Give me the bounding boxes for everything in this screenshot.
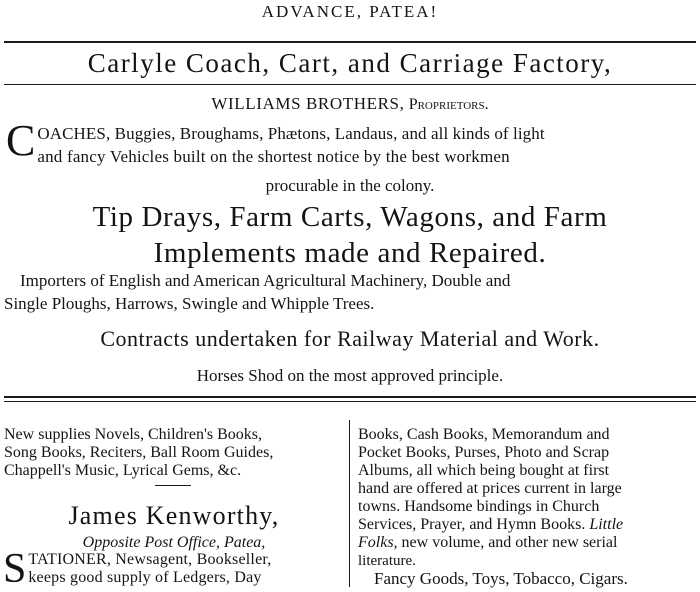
supplies-line-2: Song Books, Reciters, Ball Room Guides, bbox=[4, 444, 274, 461]
kenworthy-name: James Kenworthy, bbox=[68, 501, 280, 530]
importers-line-2: Single Ploughs, Harrows, Swingle and Whipple Trees. bbox=[4, 294, 375, 313]
importers-line-1: Importers of English and American Agricultural Machinery, Double and bbox=[20, 271, 511, 290]
coaches-line-2: and fancy Vehicles built on the shortest notice by the best workmen bbox=[37, 147, 510, 166]
right-line-2: Pocket Books, Purses, Photo and Scrap bbox=[358, 444, 610, 461]
right-line-5: towns. Handsome bindings in Church bbox=[358, 498, 600, 515]
supplies-line-3: Chappell's Music, Lyrical Gems, &c. bbox=[4, 462, 242, 479]
drop-cap-s: S bbox=[3, 546, 27, 592]
title-rule bbox=[4, 84, 696, 85]
kenworthy-address bbox=[0, 534, 348, 552]
little-italic: Little bbox=[589, 516, 624, 533]
kenworthy-right-column bbox=[358, 426, 696, 588]
right-line-6-text: Services, Prayer, and Hymn Books. bbox=[358, 516, 586, 533]
coach-factory-title: Carlyle Coach, Cart, and Carriage Factory, bbox=[87, 48, 613, 78]
short-divider bbox=[155, 485, 191, 486]
coaches-line-1: OACHES, Buggies, Broughams, Phætons, Landaus, and all kinds of light bbox=[37, 124, 545, 143]
drop-cap-c: C bbox=[6, 116, 36, 165]
proprietors-word: Proprietors. bbox=[408, 96, 489, 113]
section-rule-2 bbox=[4, 401, 696, 402]
right-line-7 bbox=[358, 534, 696, 552]
kenworthy-left-column bbox=[4, 426, 344, 480]
proprietors-names: WILLIAMS BROTHERS, bbox=[211, 94, 405, 113]
right-line-3: Albums, all which being bought at first bbox=[358, 462, 610, 479]
right-line-6 bbox=[358, 516, 696, 534]
horses-shod-line: Horses Shod on the most approved principle. bbox=[196, 366, 504, 385]
right-line-4: hand are offered at prices current in large bbox=[358, 480, 622, 497]
folks-italic: Folks, bbox=[358, 534, 398, 551]
proprietors-line bbox=[0, 94, 700, 114]
advance-heading: ADVANCE, PATEA! bbox=[261, 2, 439, 21]
coaches-paragraph bbox=[6, 116, 698, 168]
section-rule-1 bbox=[4, 396, 696, 398]
top-rule bbox=[4, 41, 696, 43]
right-line-1: Books, Cash Books, Memorandum and bbox=[358, 426, 610, 443]
contracts-line: Contracts undertaken for Railway Material and Work. bbox=[100, 326, 600, 351]
supplies-line-1: New supplies Novels, Children's Books, bbox=[4, 426, 262, 443]
heading-implements: Implements made and Repaired. bbox=[153, 237, 547, 269]
address-text: Opposite Post Office, Patea, bbox=[82, 534, 266, 551]
stationer-line-2: keeps good supply of Ledgers, Day bbox=[28, 569, 262, 586]
stationer-line-1: TATIONER, Newsagent, Bookseller, bbox=[28, 551, 272, 568]
stationer-paragraph bbox=[3, 546, 345, 592]
heading-tip-drays: Tip Drays, Farm Carts, Wagons, and Farm bbox=[92, 201, 608, 233]
column-divider bbox=[349, 420, 350, 587]
right-line-7-text: new volume, and other new serial bbox=[401, 534, 618, 551]
right-line-9: Fancy Goods, Toys, Tobacco, Cigars. bbox=[374, 569, 628, 588]
coaches-line-3: procurable in the colony. bbox=[265, 176, 435, 195]
right-line-8: literature. bbox=[358, 553, 416, 569]
